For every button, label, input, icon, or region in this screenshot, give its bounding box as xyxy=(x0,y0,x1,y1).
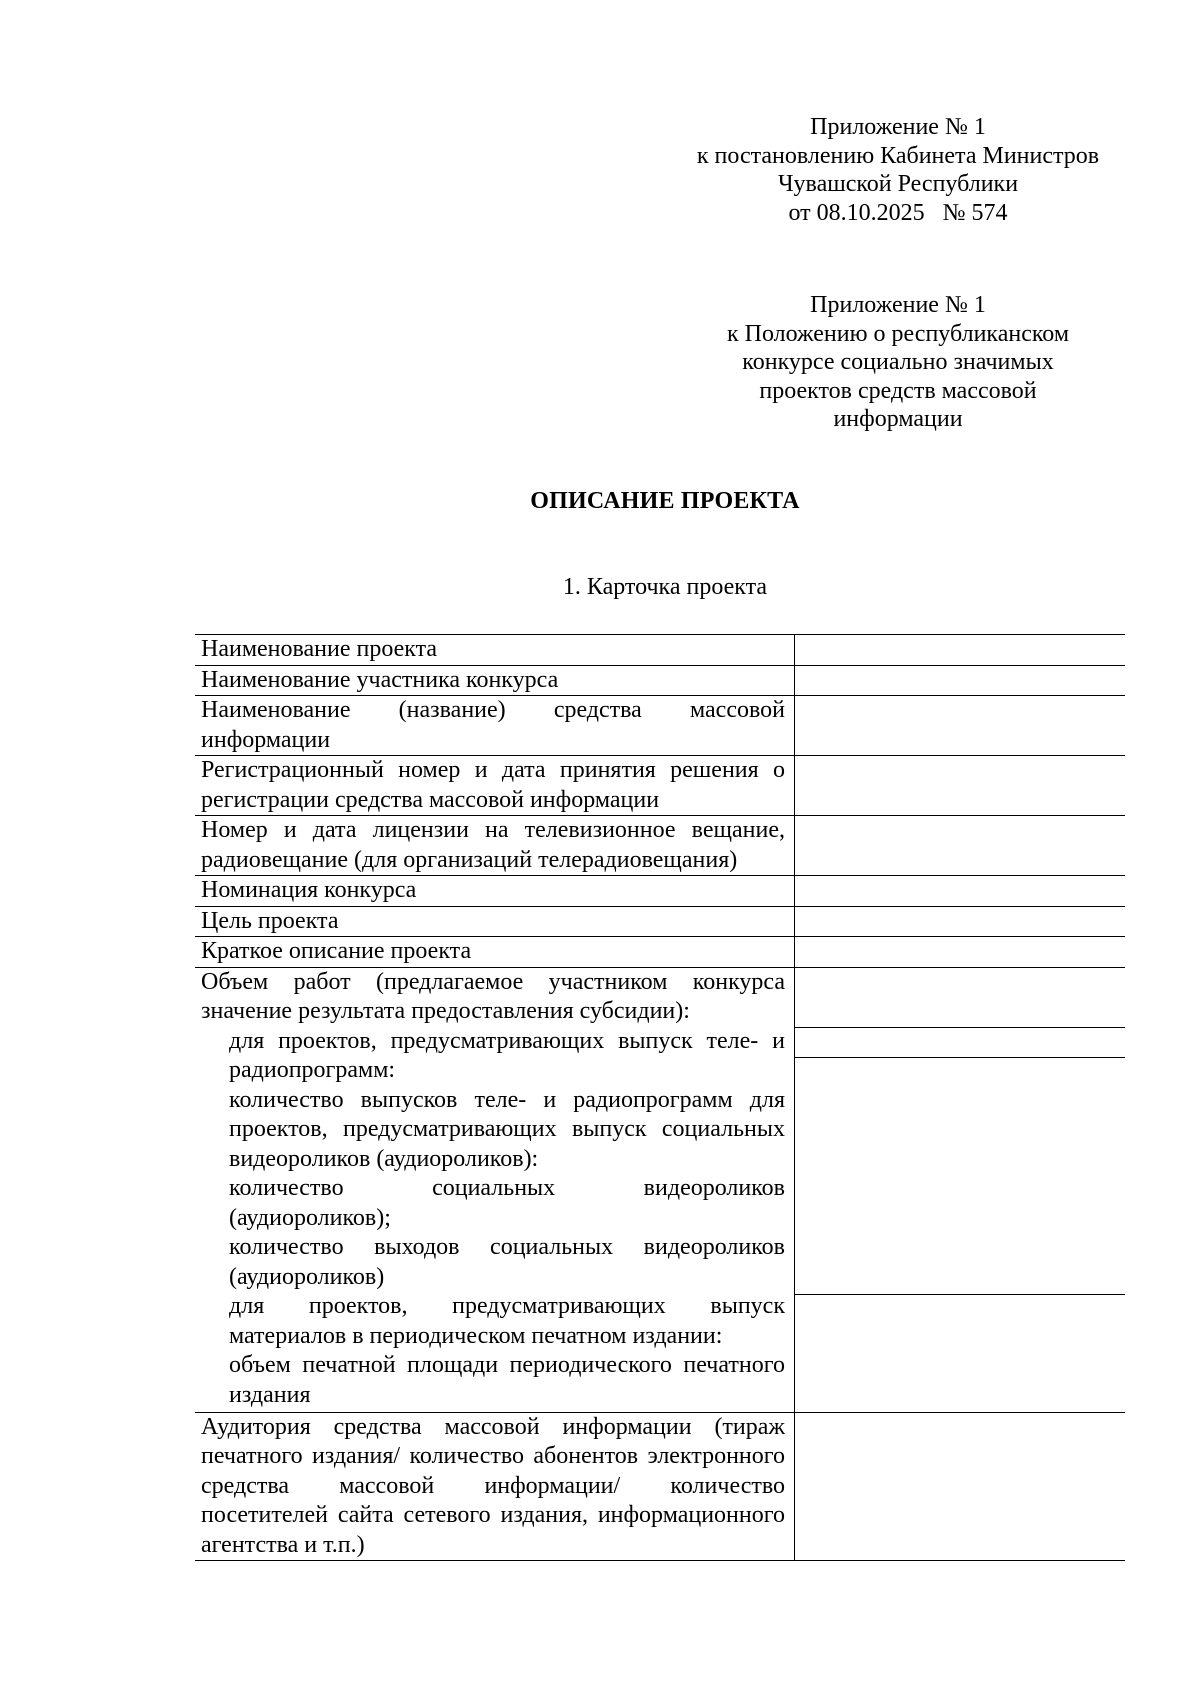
license-value[interactable] xyxy=(795,816,1126,876)
appendix-cabinet-block xyxy=(668,113,1128,227)
document-title: ОПИСАНИЕ ПРОЕКТА xyxy=(530,488,800,514)
registration-label: Регистрационный номер и дата принятия решения о регистрации средства массовой информации xyxy=(195,756,795,816)
audience-value[interactable] xyxy=(795,1412,1126,1561)
tv-radio-projects-label: для проектов, предусматривающих выпуск теле- и радиопрограмм: xyxy=(229,1027,785,1083)
nomination-label: Номинация конкурса xyxy=(195,876,795,907)
table-row xyxy=(195,665,1125,696)
social-clips-airings-label: количество выходов социальных видеороликов (аудиороликов) xyxy=(229,1234,785,1290)
audience-label: Аудитория средства массовой информации (тираж печатного издания/ количество абонентов электронного средства массовой информации/ количество посетителей сайта сетевого издания, информационного агентства и т.п.) xyxy=(195,1412,795,1561)
appendix-cabinet-line-4: от 08.10.2025 № 574 xyxy=(788,199,1008,226)
media-name-label: Наименование (название) средства массовой информации xyxy=(195,696,795,756)
project-name-label: Наименование проекта xyxy=(195,635,795,666)
print-projects-label: для проектов, предусматривающих выпуск материалов в периодическом печатном издании: xyxy=(229,1293,785,1349)
table-row xyxy=(195,816,1125,876)
goal-label: Цель проекта xyxy=(195,906,795,937)
appendix-regulation-line-4: проектов средств массовой xyxy=(759,377,1037,404)
goal-value[interactable] xyxy=(795,906,1126,937)
table-row xyxy=(195,937,1125,968)
work-volume-heading: Объем работ (предлагаемое участником конкурса значение результата предоставления субсидии): xyxy=(201,968,785,1024)
social-clips-count-label: количество социальных видеороликов (аудиороликов); xyxy=(229,1175,785,1231)
tv-radio-projects-value[interactable] xyxy=(795,1028,1125,1058)
table-row xyxy=(195,876,1125,907)
project-name-value[interactable] xyxy=(795,635,1126,666)
tv-radio-issues-count-label: количество выпусков теле- и радиопрограмм для проектов, предусматривающих выпуск социальных видеороликов (аудиороликов): xyxy=(229,1086,785,1172)
license-label: Номер и дата лицензии на телевизионное вещание, радиовещание (для организаций телерадиовещания) xyxy=(195,816,795,876)
work-volume-label xyxy=(195,967,795,1412)
table-row xyxy=(195,696,1125,756)
appendix-regulation-line-5: информации xyxy=(833,406,963,432)
print-area-label: объем печатной площади периодического печатного издания xyxy=(229,1352,785,1408)
section-title: 1. Карточка проекта xyxy=(562,574,768,600)
print-area-value[interactable] xyxy=(795,1295,1125,1412)
summary-value[interactable] xyxy=(795,937,1126,968)
nomination-value[interactable] xyxy=(795,876,1126,907)
media-name-value[interactable] xyxy=(795,696,1126,756)
participant-name-value[interactable] xyxy=(795,665,1126,696)
table-row xyxy=(195,906,1125,937)
summary-label: Краткое описание проекта xyxy=(195,937,795,968)
table-row xyxy=(195,756,1125,816)
work-volume-values xyxy=(795,967,1126,1412)
table-row xyxy=(195,635,1125,666)
table-row xyxy=(195,1412,1125,1561)
tv-radio-clips-values[interactable] xyxy=(795,1058,1125,1295)
appendix-cabinet-line-1: Приложение № 1 xyxy=(810,114,986,140)
registration-value[interactable] xyxy=(795,756,1126,816)
project-card-table xyxy=(195,634,1125,1561)
appendix-regulation-block xyxy=(674,291,1122,434)
appendix-cabinet-line-2: к постановлению Кабинета Министров xyxy=(696,142,1100,169)
participant-name-label: Наименование участника конкурса xyxy=(195,665,795,696)
appendix-regulation-line-3: конкурсе социально значимых xyxy=(742,349,1054,375)
table-row xyxy=(195,967,1125,1412)
work-volume-value[interactable] xyxy=(795,968,1125,1028)
appendix-cabinet-line-3: Чувашской Республики xyxy=(777,171,1019,197)
appendix-regulation-line-1: Приложение № 1 xyxy=(810,292,986,318)
appendix-regulation-line-2: к Положению о республиканском xyxy=(726,320,1070,347)
